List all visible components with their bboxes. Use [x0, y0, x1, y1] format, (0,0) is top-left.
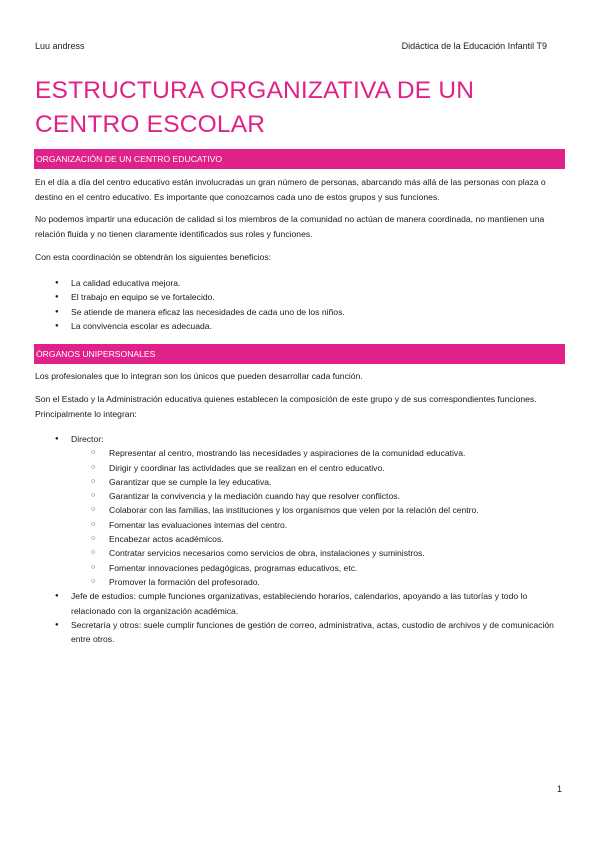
list-item: ○ Representar al centro, mostrando las necesidades y aspiraciones de la comunidad educativa. [71, 446, 560, 460]
organos-list [35, 432, 560, 646]
paragraph: Con esta coordinación se obtendrán los siguientes beneficios: [35, 252, 272, 262]
paragraph: No podemos impartir una educación de calidad si los miembros de la comunidad no actúan de manera coordinada, no mantienen una relación fluida y no tienen claramente identificados sus roles y funciones. [35, 214, 545, 239]
list-item: ○ Fomentar las evaluaciones internas del centro. [71, 518, 560, 532]
section-heading-organos: ÓRGANOS UNIPERSONALES [34, 344, 565, 364]
list-item: ● La convivencia escolar es adecuada. [35, 319, 560, 333]
list-item: ○ Fomentar innovaciones pedagógicas, programas educativos, etc. [71, 561, 560, 575]
page-title: ESTRUCTURA ORGANIZATIVA DE UN CENTRO ESCOLAR [35, 77, 475, 138]
list-item: ○ Promover la formación del profesorado. [71, 575, 560, 589]
paragraph: Son el Estado y la Administración educativa quienes establecen la composición de este grupo y de sus correspondientes funciones. Principalmente lo integran: [35, 394, 537, 419]
list-item: ○ Contratar servicios necesarios como servicios de obra, instalaciones y suministros. [71, 546, 560, 560]
page-number: 1 [556, 784, 562, 794]
list-item: ● La calidad educativa mejora. [35, 276, 560, 290]
paragraph: En el día a día del centro educativo están involucradas un gran número de personas, abarcando más allá de las personas con plaza o destino en el centro educativo. Es importante que conozcamos cada uno de estos grupos y sus funciones. [35, 177, 546, 202]
list-item-director [35, 432, 560, 589]
section-heading-organizacion: ORGANIZACIÓN DE UN CENTRO EDUCATIVO [34, 149, 565, 169]
list-item: ● Se atiende de manera eficaz las necesidades de cada uno de los niños. [35, 305, 560, 319]
header-author: Luu andress [35, 41, 85, 51]
list-item-jefe-estudios: ● Jefe de estudios: cumple funciones organizativas, estableciendo horarios, calendarios, apoyando a las tutorías y todo lo relacionado con la organización académica. [35, 589, 560, 618]
list-item: ○ Colaborar con las familias, las instituciones y los organismos que velen por la relación del centro. [71, 503, 560, 517]
benefits-list [35, 276, 560, 333]
list-item-secretaria: ● Secretaría y otros: suele cumplir funciones de gestión de correo, administrativa, actas, custodio de archivos y de comunicación entre otros. [35, 618, 560, 647]
header-subject: Didáctica de la Educación Infantil T9 [401, 41, 547, 51]
list-item: ○ Garantizar que se cumple la ley educativa. [71, 475, 560, 489]
list-item: ○ Encabezar actos académicos. [71, 532, 560, 546]
paragraph: Los profesionales que lo integran son los únicos que pueden desarrollar cada función. [35, 371, 363, 381]
list-item: ○ Dirigir y coordinar las actividades que se realizan en el centro educativo. [71, 461, 560, 475]
director-label: Director: [71, 434, 104, 444]
list-item: ● El trabajo en equipo se ve fortalecido. [35, 290, 560, 304]
director-functions-list [71, 446, 560, 589]
list-item: ○ Garantizar la convivencia y la mediación cuando hay que resolver conflictos. [71, 489, 560, 503]
